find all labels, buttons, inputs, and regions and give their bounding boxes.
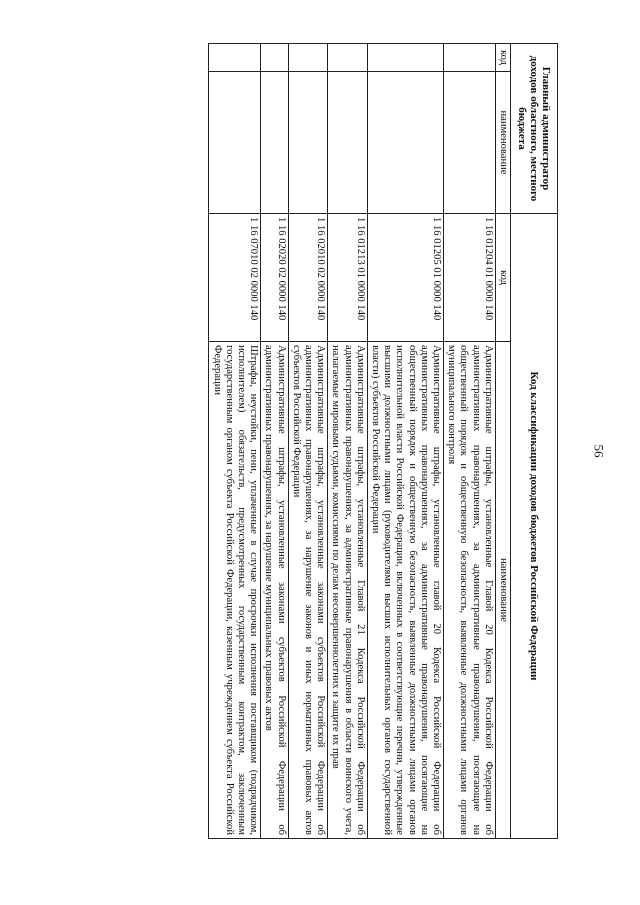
table-row xyxy=(209,44,261,839)
header-row-groups xyxy=(511,44,558,839)
row-name: Административные штрафы, установленные законами субъектов Российской Федерации об административных правонарушениях, за нарушение муниципальных правовых актов xyxy=(261,342,288,839)
header-classification-code: Код классификации доходов бюджетов Российской Федерации xyxy=(511,214,558,839)
header-main-administrator: Главный администратор доходов областного, местного бюджета xyxy=(511,44,558,214)
row-name: Штрафы, неустойки, пени, уплаченные в случае просрочки исполнения поставщиком (подрядчиком, исполнителем) обязательств, предусмотренных государственным контрактом, заключенным государственным органом субъекта Российской Федерации, казенным учреждением субъекта Российской Федерации xyxy=(209,342,261,839)
row-code: 1 16 02010 02 0000 140 xyxy=(288,214,328,342)
table-row xyxy=(328,44,368,839)
header-admin-code: код xyxy=(495,44,510,72)
admin-name-cell xyxy=(261,72,288,214)
admin-code-cell xyxy=(288,44,328,72)
admin-code-cell xyxy=(209,44,261,72)
rotated-table-container xyxy=(18,43,558,838)
row-code: 1 16 01205 01 0000 140 xyxy=(367,214,443,342)
row-code: 1 16 02020 02 0000 140 xyxy=(261,214,288,342)
row-name: Административные штрафы, установленные главой 20 Кодекса Российской Федерации об административных правонарушениях, за административные правонарушения, посягающие на общественный порядок и общественную безопасность, выявленные должностными лицами органов исполнительной власти Российской Федерации, включенных в соответствующие перечни, утвержденные высшими должностными лицами (руководителями высших исполнительных органов государственной власти) субъектов Российской Федерации xyxy=(367,342,443,839)
row-code: 1 16 01213 01 0000 140 xyxy=(328,214,368,342)
admin-name-cell xyxy=(288,72,328,214)
table-row xyxy=(288,44,328,839)
admin-name-cell xyxy=(367,72,443,214)
admin-code-cell xyxy=(328,44,368,72)
header-class-code: код xyxy=(495,214,510,342)
table-row xyxy=(443,44,495,839)
row-code: 1 16 01204 01 0000 140 xyxy=(443,214,495,342)
admin-name-cell xyxy=(328,72,368,214)
admin-name-cell xyxy=(443,72,495,214)
row-name: Административные штрафы, установленные Главой 20 Кодекса Российской Федерации об административных правонарушениях, за административные правонарушения, посягающие на общественный порядок и общественную безопасность, выявленные должностными лицами органов муниципального контроля xyxy=(443,342,495,839)
header-class-name: наименование xyxy=(495,342,510,839)
header-admin-name: наименование xyxy=(495,72,510,214)
table-row xyxy=(367,44,443,839)
admin-name-cell xyxy=(209,72,261,214)
table-row xyxy=(261,44,288,839)
row-name: Административные штрафы, установленные законами субъектов Российской Федерации об административных правонарушениях, за нарушение законов и иных нормативных правовых актов субъектов Российской Федерации xyxy=(288,342,328,839)
header-row-columns xyxy=(495,44,510,839)
page-number: 56 xyxy=(591,444,607,458)
admin-code-cell xyxy=(367,44,443,72)
admin-code-cell xyxy=(443,44,495,72)
row-name: Административные штрафы, установленные Главой 21 Кодекса Российской Федерации об административных правонарушениях, за административные правонарушения в области воинского учета, налагаемые мировыми судьями, комиссиями по делам несовершеннолетних и защите их прав xyxy=(328,342,368,839)
row-code: 1 16 07010 02 0000 140 xyxy=(209,214,261,342)
revenue-classification-table xyxy=(208,43,558,839)
admin-code-cell xyxy=(261,44,288,72)
